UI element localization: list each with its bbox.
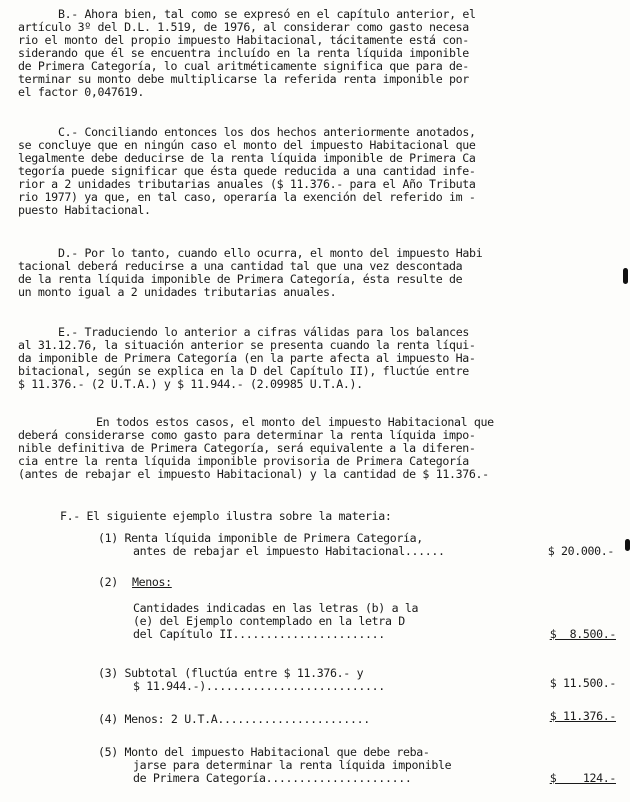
item-3-line: $ 11.944.-)........................... <box>133 679 385 693</box>
text-line: (antes de rebajar el impuesto Habitacional) y la cantidad de $ 11.376.- <box>18 467 489 481</box>
text-line: deberá considerarse como gasto para determinar la renta líquida impo- <box>18 428 476 442</box>
text-line: cia entre la renta líquida imponible provisoria de Primera Categoría <box>18 454 469 468</box>
text-line: D.- Por lo tanto, cuando ello ocurra, el monto del impuesto Habi <box>58 246 483 260</box>
margin-mark <box>625 539 630 551</box>
item-3-amount: $ 11.500.- <box>549 676 616 690</box>
text-line: E.- Traduciendo lo anterior a cifras válidas para los balances <box>58 325 470 339</box>
text-line: C.- Conciliando entonces los dos hechos anteriormente anotados, <box>58 125 476 139</box>
text-line: tacional deberá reducirse a una cantidad tal que una vez descontada <box>18 259 463 273</box>
text-line: legalmente debe deducirse de la renta líquida imponible de Primera Ca <box>18 151 476 165</box>
text-line: rior a 2 unidades tributarias anuales ($ 11.376.- para el Año Tributa <box>18 177 476 191</box>
text-line: de la renta líquida imponible de Primera Categoría, ésta resulte de <box>18 272 463 286</box>
example-heading: F.- El siguiente ejemplo ilustra sobre la materia: <box>60 509 392 523</box>
item-2-label: (2) <box>98 575 118 589</box>
text-line: rio 1977) ya que, en tal caso, operaría la exención del referido im - <box>18 190 476 204</box>
text-line: terminar su monto debe multiplicarse la referida renta imponible por <box>18 72 469 86</box>
text-line: de Primera Categoría, lo cual aritméticamente significa que para de- <box>18 59 469 73</box>
text-line: bitacional, según se explica en la D del Capítulo II), fluctúe entre <box>18 364 469 378</box>
text-line: puesto Habitacional. <box>18 203 151 217</box>
item-5-amount: $ 124.- <box>549 771 616 785</box>
text-line: En todos estos casos, el monto del impuesto Habitacional que <box>96 415 494 429</box>
text-line: artículo 3º del D.L. 1.519, de 1976, al considerar como gasto necesa <box>18 20 469 34</box>
item-5-line: (5) Monto del impuesto Habitacional que debe reba- <box>98 745 430 759</box>
text-line: siderando que él se encuentra incluído en la renta líquida imponible <box>18 46 469 60</box>
item-4-amount: $ 11.376.- <box>549 709 616 723</box>
item-2-line: (e) del Ejemplo contemplado en la letra D <box>133 614 405 628</box>
text-line: nible definitiva de Primera Categoría, será equivalente a la diferen- <box>18 441 476 455</box>
text-line: $ 11.376.- (2 U.T.A.) y $ 11.944.- (2.09985 U.T.A.). <box>18 377 363 391</box>
text-line: un monto igual a 2 unidades tributarias anuales. <box>18 285 337 299</box>
item-2-line: del Capítulo II....................... <box>133 627 385 641</box>
item-2-line: Cantidades indicadas en las letras (b) a la <box>133 601 419 615</box>
text-line: da imponible de Primera Categoría (en la parte afecta al impuesto Ha- <box>18 351 476 365</box>
text-line: se concluye que en ningún caso el monto del impuesto Habitacional que <box>18 138 476 152</box>
text-line: tegoría puede significar que ésta quede reducida a una cantidad infe- <box>18 164 476 178</box>
item-5-line: de Primera Categoría...................... <box>133 771 412 785</box>
item-1-line: antes de rebajar el impuesto Habitacional...... <box>133 544 445 558</box>
text-line: al 31.12.76, la situación anterior se presenta cuando la renta líqui- <box>18 338 476 352</box>
text-line: el factor 0,047619. <box>18 85 144 99</box>
item-1-amount: $ 20.000.- <box>547 544 614 558</box>
item-1-line: (1) Renta líquida imponible de Primera Categoría, <box>98 531 423 545</box>
text-line: B.- Ahora bien, tal como se expresó en el capítulo anterior, el <box>58 7 476 21</box>
item-3-line: (3) Subtotal (fluctúa entre $ 11.376.- y <box>98 666 364 680</box>
item-4-line: (4) Menos: 2 U.T.A....................... <box>98 712 370 726</box>
item-2-title: Menos: <box>132 575 172 589</box>
text-line: rio el monto del propio impuesto Habitacional, tácitamente está con- <box>18 33 469 47</box>
item-2-amount: $ 8.500.- <box>549 627 616 641</box>
margin-mark <box>623 268 628 284</box>
item-5-line: jarse para determinar la renta líquida imponible <box>133 758 452 772</box>
